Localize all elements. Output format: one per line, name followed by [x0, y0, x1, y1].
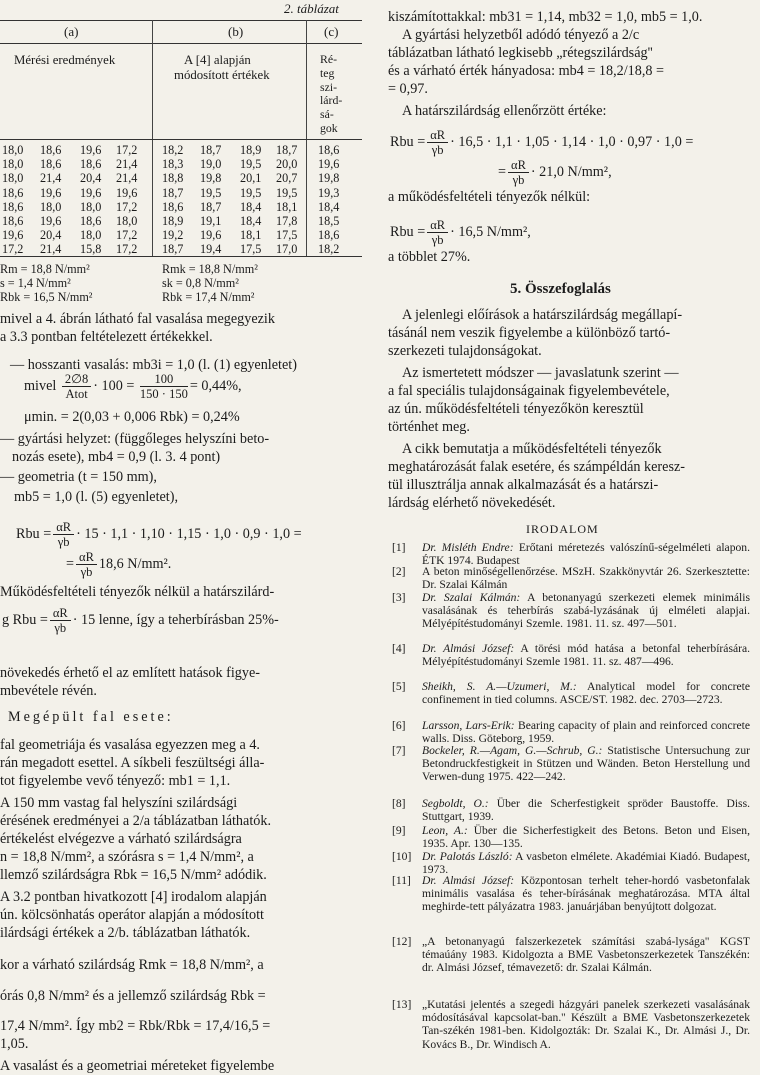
table-cell: 19,6: [318, 157, 340, 172]
body-line: lárdság elérhető növekedését.: [388, 495, 556, 511]
body-line: ilárdsági értékek a 2/b. táblázatban láthatók.: [0, 925, 251, 941]
reference-text: A betonanyagú szerkezeti elemek minimális vasalásának és teherbírás szabá-lyzásának új elméleti alapjai. Mélyépítéstudományi Szemle. 1981. 11. sz. 497—501.: [422, 591, 750, 631]
body-line: a fal speciális tulajdonságainak figyelembevétele,: [388, 383, 670, 399]
reference-text: Über die Scherfestigkeit spröder Baustoffe. Diss. Stuttgart, 1939.: [422, 797, 750, 824]
table-cell: 19,6: [116, 185, 138, 200]
section-heading: Megépült fal esete:: [8, 709, 174, 725]
col-c-tag: (c): [324, 24, 339, 39]
formula-line: g Rbu = $\frac{\alpha R}{\gamma b}$ · 15 lenne, így a teherbírásban 25%-: [2, 606, 279, 635]
table-cell: 18,0: [80, 199, 102, 214]
references-heading: IRODALOM: [526, 522, 599, 536]
summary-right: Rmk = 18,8 N/mm²: [162, 262, 258, 276]
reference-number: [6]: [392, 719, 406, 732]
table-cell: 18,6: [318, 143, 340, 157]
fraction: $\frac{\alpha R}{\gamma b}$: [76, 550, 97, 579]
fraction: $\frac{\alpha R}{\gamma b}$: [50, 606, 71, 635]
table-cell: 17,2: [116, 228, 138, 243]
table-cell: 18,2: [318, 242, 340, 257]
table-cell: 19,4: [200, 242, 222, 257]
reference-item: [388, 850, 750, 876]
summary-right: sk = 0,8 N/mm²: [162, 276, 239, 290]
body-line: n = 18,8 N/mm², a szórásra s = 1,4 N/mm², a: [0, 849, 254, 865]
table-cell: 18,6: [40, 157, 62, 172]
table-cell: 18,2: [162, 143, 184, 157]
table-caption: 2. táblázat: [284, 1, 339, 16]
table-cell: 19,6: [40, 214, 62, 228]
body-line: Az ismertetett módszer — javaslatunk szerint —: [402, 365, 679, 381]
col-c-head-line: sá-: [320, 107, 334, 122]
body-line: fal geometriája és vasalása egyezzen meg a 4.: [0, 737, 260, 753]
reference-number: [10]: [392, 850, 412, 863]
table-cell: 20,7: [276, 171, 298, 186]
body-line: meghatározását falak esetére, és számpéldán keresz-: [388, 459, 685, 475]
col-b-head-1: A [4] alapján: [184, 53, 251, 67]
body-line: a működésfeltételi tényezők nélkül:: [388, 189, 591, 205]
reference-item: [388, 591, 750, 631]
table-cell: 18,9: [240, 143, 262, 157]
table-cell: 19,8: [200, 171, 222, 186]
table-cell: 15,8: [80, 242, 102, 257]
reference-text: Über die Sicherfestigkeit des Betons. Beton und Eisen, 1935. Apr. 130—135.: [422, 824, 750, 851]
reference-author: Leon, A.:: [422, 824, 468, 837]
table-cell: 18,6: [318, 228, 340, 243]
reference-text: Analytical model for concrete confinement in tied columns. ASCE/ST. 1982. dec. 2703—2723.: [422, 680, 751, 707]
table-cell: 18,9: [162, 214, 184, 228]
formula-line: mivel $\frac{2\emptyset 8}{\text{Atot}}$ · 100 = $\frac{100}{150 \cdot 150}$ = 0,44%,: [24, 372, 242, 401]
table-cell: 20,4: [40, 228, 62, 243]
table-cell: 18,4: [318, 199, 340, 214]
body-line: A határszilárdság ellenőrzött értéke:: [402, 103, 607, 119]
body-line: A vasalást és a geometriai méreteket figyelembe: [0, 1058, 275, 1074]
table-cell: 18,6: [80, 157, 102, 172]
body-line: tásánál nem veszik figyelembe a különböző tartó-: [388, 325, 671, 341]
reference-author: Dr. Szalai Kálmán:: [422, 591, 521, 604]
table-cell: 20,1: [240, 171, 262, 186]
reference-text: „Kutatási jelentés a szegedi házgyári panelek szerkezeti vasalásának módosításával kapcsolat-ban.'' Készült a BME Vasbetonszerkezetek Tan-székén 1981-ben. Kidolgozták: Dr. Szalai K., Dr. Almási J., Dr. Kovács B., Dr. Windisch A.: [422, 998, 750, 1051]
reference-number: [4]: [392, 642, 406, 655]
table-cell: 19,6: [80, 185, 102, 200]
table-cell: 18,0: [80, 228, 102, 243]
table-cell: 17,5: [240, 242, 262, 257]
formula-line: Rbu = $\frac{\alpha R}{\gamma b}$ · 15 · 1,1 · 1,10 · 1,15 · 1,0 · 0,9 · 1,0 =: [16, 520, 302, 549]
reference-number: [13]: [392, 998, 412, 1011]
body-line: tot figyelembe vevő tényező: mb1 = 1,1.: [0, 773, 231, 789]
formula-line: = $\frac{\alpha R}{\gamma b}$ · 21,0 N/mm²,: [498, 158, 612, 187]
fraction: $\frac{\alpha R}{\gamma b}$: [427, 128, 448, 157]
table-cell: 17,8: [276, 214, 298, 228]
reference-text: A beton minőségellenőrzése. MSzH. Szakkönyvtár 26. Szerkesztette: Dr. Szalai Kálmán: [422, 565, 750, 592]
table-cell: 18,7: [200, 199, 222, 214]
table-cell: 20,4: [80, 171, 102, 186]
body-line: értékelést elvégezve a várható szilárdságra: [0, 831, 242, 847]
table-cell: 19,3: [318, 185, 340, 200]
body-line: kor a várható szilárdság Rmk = 18,8 N/mm², a: [0, 957, 264, 973]
reference-text: „A betonanyagú falszerkezetek számítási szabá-lysága'' KGST témaúány 1983. Kidolgozta a BME Vasbetonszerkezetek Tanszékén: dr. Almási József, témavezető: dr. Szalai Kálmán.: [422, 935, 750, 975]
reference-item: [388, 565, 750, 591]
table-cell: 18,0: [2, 157, 24, 172]
summary-left: Rm = 18,8 N/mm²: [0, 262, 90, 276]
table-cell: 18,7: [200, 143, 222, 157]
col-c-head-line: lárd-: [320, 93, 343, 108]
table-cell: 19,5: [240, 157, 262, 172]
fraction: $\frac{\alpha R}{\gamma b}$: [427, 218, 448, 247]
table-cell: 19,8: [318, 171, 340, 186]
table-cell: 21,4: [116, 157, 138, 172]
table-cell: 19,6: [2, 228, 24, 243]
body-line: — hosszanti vasalás: mb3i = 1,0 (l. (1) egyenletet): [10, 357, 297, 373]
body-line: — geometria (t = 150 mm),: [0, 469, 157, 485]
formula-line: Rbu = $\frac{\alpha R}{\gamma b}$ · 16,5 N/mm²,: [390, 218, 531, 247]
table-cell: 19,6: [40, 185, 62, 200]
reference-author: Larsson, Lars-Erik:: [422, 719, 515, 732]
formula-line: = $\frac{\alpha R}{\gamma b}$ 18,6 N/mm².: [66, 550, 172, 579]
body-line: szerkezeti tulajdonságokat.: [388, 343, 542, 359]
reference-author: Segboldt, O.:: [422, 797, 489, 810]
reference-text: Bearing capacity of plain and reinforced concrete walls. Diss. Göteborg, 1959.: [422, 719, 750, 746]
table-cell: 19,5: [200, 185, 222, 200]
body-line: tül illusztrálja annak alkalmazását és a határszi-: [388, 477, 659, 493]
table-cell: 17,2: [116, 199, 138, 214]
reference-number: [9]: [392, 824, 406, 837]
reference-text: A vasbeton elmélete. Akadémiai Kiadó. Budapest, 1973.: [422, 850, 750, 877]
body-line: történhet meg.: [388, 419, 470, 435]
body-line: ún. kölcsönhatás operátor alapján a módosított: [0, 907, 264, 923]
table-cell: 18,6: [162, 199, 184, 214]
table-cell: 18,6: [40, 143, 62, 157]
body-line: 17,4 N/mm². Így mb2 = Rbk/Rbk = 17,4/16,5 =: [0, 1018, 271, 1034]
reference-item: [388, 824, 750, 850]
body-line: 1,05.: [0, 1036, 29, 1052]
body-line: A cikk bemutatja a működésfeltételi tényezők: [402, 441, 662, 457]
table-cell: 17,2: [2, 242, 24, 257]
table-cell: 18,7: [276, 143, 298, 157]
reference-number: [7]: [392, 744, 406, 757]
reference-number: [2]: [392, 565, 406, 578]
table-cell: 17,2: [116, 143, 138, 157]
body-line: — gyártási helyzet: (függőleges helyszíni beto-: [0, 431, 270, 447]
table-cell: 18,6: [2, 214, 24, 228]
body-line: a többlet 27%.: [388, 249, 471, 265]
summary-left: Rbk = 16,5 N/mm²: [0, 290, 93, 304]
summary-right: Rbk = 17,4 N/mm²: [162, 290, 255, 304]
col-b-head-2: módosított értékek: [174, 68, 270, 82]
body-line: mbevétele révén.: [0, 683, 97, 699]
body-line: az ún. működésfeltételi tényezőkön keresztül: [388, 401, 644, 417]
table-cell: 19,5: [276, 185, 298, 200]
table-cell: 18,4: [240, 199, 262, 214]
reference-item: [388, 874, 750, 914]
table-cell: 21,4: [116, 171, 138, 186]
body-line: órás 0,8 N/mm² és a jellemző szilárdság Rbk =: [0, 988, 266, 1004]
table-cell: 18,1: [240, 228, 262, 243]
body-line: kiszámítottakkal: mb31 = 1,14, mb32 = 1,0, mb5 = 1,0.: [388, 9, 703, 25]
reference-author: Dr. Almási József:: [422, 874, 515, 887]
body-line: rán megadott esettel. A síkbeli feszültségi álla-: [0, 755, 265, 771]
body-line: növekedés érhető el az említett hatások figye-: [0, 665, 260, 681]
col-c-head-line: gok: [320, 121, 338, 135]
reference-text: Központosan terhelt teher-hordó vasbetonfalak minimális vasalása és teher-bírásának meghatározása. MTA által meghirde-tett pályázatra 1983. januárjában benyújtott dolgozat.: [422, 874, 751, 914]
body-line: a 3.3 pontban feltételezett értékekkel.: [0, 329, 213, 345]
table-cell: 18,0: [2, 143, 24, 157]
reference-item: [388, 998, 750, 1051]
formula-line: Rbu = $\frac{\alpha R}{\gamma b}$ · 16,5 · 1,1 · 1,05 · 1,14 · 1,0 · 0,97 · 1,0 =: [390, 128, 694, 157]
reference-author: Bockeler, R.—Agam, G.—Schrub, G.:: [422, 744, 603, 757]
body-line: nozás esete), mb4 = 0,9 (l. 3. 4 pont): [12, 449, 221, 465]
fraction: $\frac{2\emptyset 8}{\text{Atot}}$: [62, 372, 91, 401]
reference-text: Statistische Untersuchung zur Betondruckfestigkeit in Stützen und Wänden. Beton Herstellung und Verwen-dung 1975. 422—242.: [422, 744, 750, 784]
reference-number: [5]: [392, 680, 406, 693]
table-cell: 19,5: [240, 185, 262, 200]
table-cell: 17,2: [116, 242, 138, 257]
body-line: és a várható érték hányadosa: mb4 = 18,2/18,8 =: [388, 63, 665, 79]
reference-number: [1]: [392, 541, 406, 554]
body-line: llemző szilárdságra Rbk = 16,5 N/mm² adódik.: [0, 867, 267, 883]
fraction: $\frac{\alpha R}{\gamma b}$: [53, 520, 74, 549]
table-cell: 18,0: [116, 214, 138, 228]
fraction: $\frac{\alpha R}{\gamma b}$: [508, 158, 529, 187]
body-line: A gyártási helyzetből adódó tényező a 2/c: [402, 27, 640, 43]
table-cell: 18,6: [80, 214, 102, 228]
table-cell: 18,3: [162, 157, 184, 172]
col-c-head-line: szi-: [320, 79, 338, 94]
table-cell: 18,8: [162, 171, 184, 186]
reference-text: A törési mód hatása a betonfal teherbírására. Mélyépítéstudományi Szemle 1981. 11. sz. 487—496.: [422, 642, 751, 669]
table-cell: 18,0: [40, 199, 62, 214]
table-cell: 21,4: [40, 171, 62, 186]
formula-line: μmin. = 2(0,03 + 0,006 Rbk) = 0,24%: [24, 409, 240, 425]
table-cell: 17,0: [276, 242, 298, 257]
table-cell: 18,6: [2, 185, 24, 200]
table-cell: 20,0: [276, 157, 298, 172]
reference-author: Dr. Palotás László:: [422, 850, 513, 863]
col-a-tag: (a): [64, 24, 79, 39]
table-cell: 18,5: [318, 214, 340, 228]
col-c-head-line: Ré-: [320, 52, 338, 66]
table-cell: 19,0: [200, 157, 222, 172]
col-a-head: Mérési eredmények: [14, 53, 116, 67]
section-heading: 5. Összefoglalás: [510, 281, 611, 297]
body-line: A jelenlegi előírások a határszilárdság megállapí-: [402, 307, 683, 323]
body-line: mivel a 4. ábrán látható fal vasalása megegyezik: [0, 311, 275, 327]
reference-number: [8]: [392, 797, 406, 810]
body-line: érésének eredményei a 2/a táblázatban láthatók.: [0, 813, 271, 829]
body-line: = 0,97.: [388, 81, 428, 97]
table-cell: 18,7: [162, 185, 184, 200]
reference-item: [388, 541, 750, 567]
table-cell: 17,5: [276, 228, 298, 243]
body-line: mb5 = 1,0 (l. (5) egyenletet),: [14, 489, 179, 505]
reference-number: [3]: [392, 591, 406, 604]
reference-item: [388, 642, 750, 668]
body-line: táblázatban látható legkisebb „rétegszilárdság'': [388, 45, 653, 61]
reference-item: [388, 797, 750, 823]
summary-left: s = 1,4 N/mm²: [0, 276, 71, 290]
table-cell: 21,4: [40, 242, 62, 257]
table-cell: 18,6: [2, 199, 24, 214]
body-line: A 150 mm vastag fal helyszíni szilárdsági: [0, 795, 238, 811]
table-cell: 18,1: [276, 199, 298, 214]
table-cell: 19,6: [80, 143, 102, 157]
table-cell: 19,1: [200, 214, 222, 228]
reference-number: [11]: [392, 874, 411, 887]
reference-item: [388, 719, 750, 745]
reference-number: [12]: [392, 935, 412, 948]
table-cell: 19,6: [200, 228, 222, 243]
table-cell: 18,0: [2, 171, 24, 186]
body-line: Működésfeltételi tényezők nélkül a határszilárd-: [0, 584, 275, 600]
col-b-tag: (b): [228, 24, 244, 39]
col-c-head-line: teg: [320, 65, 335, 80]
reference-author: Dr. Almási József:: [422, 642, 515, 655]
fraction: $\frac{100}{150 \cdot 150}$: [139, 372, 188, 401]
reference-text: Erőtani méretezés valószínű-ségelméleti alapon. ÉTK 1974. Budapest: [422, 541, 750, 568]
reference-item: [388, 680, 750, 706]
reference-item: [388, 935, 750, 975]
reference-author: Dr. Misléth Endre:: [422, 541, 514, 554]
table-cell: 19,2: [162, 228, 184, 243]
reference-author: Sheikh, S. A.—Uzumeri, M.:: [422, 680, 577, 693]
table-cell: 18,7: [162, 242, 184, 257]
table-cell: 18,4: [240, 214, 262, 228]
body-line: A 3.2 pontban hivatkozott [4] irodalom alapján: [0, 889, 267, 905]
reference-item: [388, 744, 750, 784]
